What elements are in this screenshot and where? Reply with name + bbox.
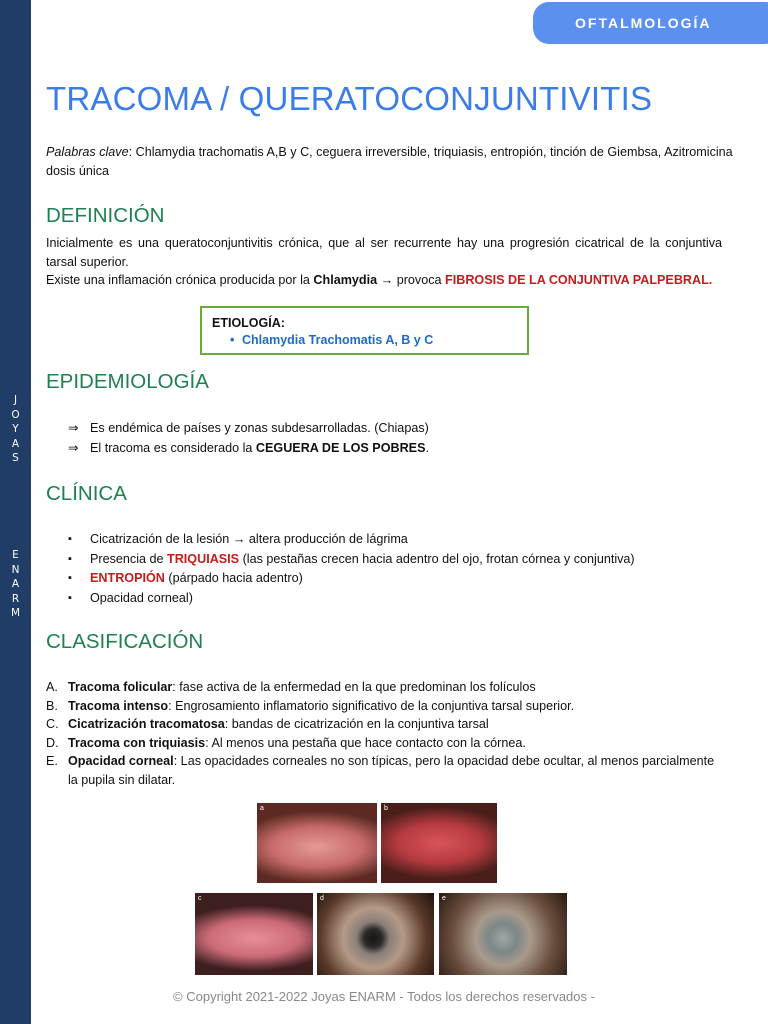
list-marker: C. <box>46 717 59 731</box>
etiologia-box <box>200 306 529 355</box>
photo-corneal-opacity <box>439 893 567 975</box>
list-marker: D. <box>46 735 59 750</box>
epidemiologia-item2-start: El tracoma es considerado la <box>90 440 256 455</box>
clasificacion-list <box>46 678 726 789</box>
clinica-list <box>68 530 728 608</box>
item-term: Tracoma con triquiasis <box>68 735 206 750</box>
photo-trachoma-follicular <box>257 803 377 883</box>
photo-label: e <box>442 895 446 902</box>
list-item <box>46 715 726 734</box>
clinica-item2-start: Presencia de <box>90 551 168 566</box>
definicion-p2-start: Existe una inflamación crónica producida por la <box>46 273 314 287</box>
list-item <box>68 569 728 589</box>
clinica-item1-end: altera producción de lágrima <box>245 532 408 546</box>
photo-trachomatous-scarring <box>195 893 313 975</box>
section-tab <box>533 2 768 44</box>
item-text: : fase activa de la enfermedad en la que predominan los folículos <box>172 680 536 694</box>
sidebar-letters-joyas: J O Y A S <box>11 394 20 464</box>
photo-trachoma-intense <box>381 803 497 883</box>
list-item: ⇒ Es endémica de países y zonas subdesarrolladas. (Chiapas) <box>68 419 728 439</box>
definicion-body <box>46 234 722 290</box>
item-term: Tracoma folicular <box>68 680 173 694</box>
photo-label: c <box>198 895 202 902</box>
list-item <box>68 530 728 550</box>
clinica-item1-start: Cicatrización de la lesión <box>90 532 233 546</box>
sidebar <box>0 0 31 1024</box>
item-text: : Al menos una pestaña que hace contacto con la córnea. <box>205 735 526 750</box>
clinica-item3-red: ENTROPIÓN <box>90 571 165 585</box>
list-item <box>46 734 726 753</box>
definicion-heading: DEFINICIÓN <box>46 204 165 227</box>
epidemiologia-item2-end: . <box>425 440 429 455</box>
epidemiologia-heading: EPIDEMIOLOGÍA <box>46 370 209 393</box>
section-tab-label: OFTALMOLOGÍA <box>575 15 712 31</box>
list-item <box>68 550 728 570</box>
item-text: : bandas de cicatrización en la conjuntiva tarsal <box>224 717 489 731</box>
photo-label: b <box>384 805 388 812</box>
photo-label: a <box>260 805 264 812</box>
photo-label: d <box>320 895 324 902</box>
clinica-item2-end: (las pestañas crecen hacia adentro del ojo, frotan córnea y conjuntiva) <box>239 551 635 566</box>
epidemiologia-list <box>68 419 728 458</box>
etiologia-item: • Chlamydia Trachomatis A, B y C <box>212 331 517 349</box>
list-item <box>46 697 726 716</box>
list-item <box>68 439 728 459</box>
clasificacion-heading: CLASIFICACIÓN <box>46 630 204 653</box>
list-marker: E. <box>46 754 58 768</box>
clinica-item2-red: TRIQUIASIS <box>167 551 240 566</box>
item-text: : Engrosamiento inflamatorio significativo de la conjuntiva tarsal superior. <box>168 698 575 713</box>
list-marker: A. <box>46 680 58 694</box>
definicion-p2-bold: Chlamydia <box>313 273 378 287</box>
clinica-heading: CLÍNICA <box>46 482 127 505</box>
item-text: : Las opacidades corneales no son típicas, pero la opacidad debe ocultar, al menos parcialmente la pupila sin dilatar. <box>68 754 715 787</box>
definicion-p1: Inicialmente es una queratoconjuntivitis crónica, que al ser recurrente hay una progresión cicatrical de la conjuntiva tarsal superior. <box>46 236 722 269</box>
sidebar-letters-enarm: E N A R M <box>10 549 21 619</box>
etiologia-heading: ETIOLOGÍA: <box>212 316 285 330</box>
keywords-label: Palabras clave <box>46 145 129 159</box>
list-item <box>46 752 726 789</box>
keywords-text: : Chlamydia trachomatis A,B y C, ceguera irreversible, triquiasis, entropión, tinción de Giembsa, Azitromicina dosis única <box>46 145 733 178</box>
page-title: TRACOMA / QUERATOCONJUNTIVITIS <box>46 80 653 117</box>
copyright-footer: © Copyright 2021-2022 Joyas ENARM - Todos los derechos reservados - <box>173 989 595 1004</box>
clinica-item3-end: (párpado hacia adentro) <box>164 571 303 585</box>
list-item: ▪ Opacidad corneal) <box>68 589 728 609</box>
keywords <box>46 143 736 180</box>
epidemiologia-item2-bold: CEGUERA DE LOS POBRES <box>255 440 426 455</box>
item-term: Cicatrización tracomatosa <box>68 717 225 731</box>
list-marker: B. <box>46 698 58 713</box>
item-term: Tracoma intenso <box>68 698 169 713</box>
arrow-right-icon: → <box>380 273 394 287</box>
arrow-right-icon: → <box>232 532 246 546</box>
definicion-p2-mid: provoca <box>393 273 446 287</box>
list-item <box>46 678 726 697</box>
item-term: Opacidad corneal <box>68 754 174 768</box>
definicion-p2-red: FIBROSIS DE LA CONJUNTIVA PALPEBRAL. <box>445 273 713 287</box>
photo-trachomatous-trichiasis <box>317 893 434 975</box>
definicion-p2 <box>46 271 722 290</box>
